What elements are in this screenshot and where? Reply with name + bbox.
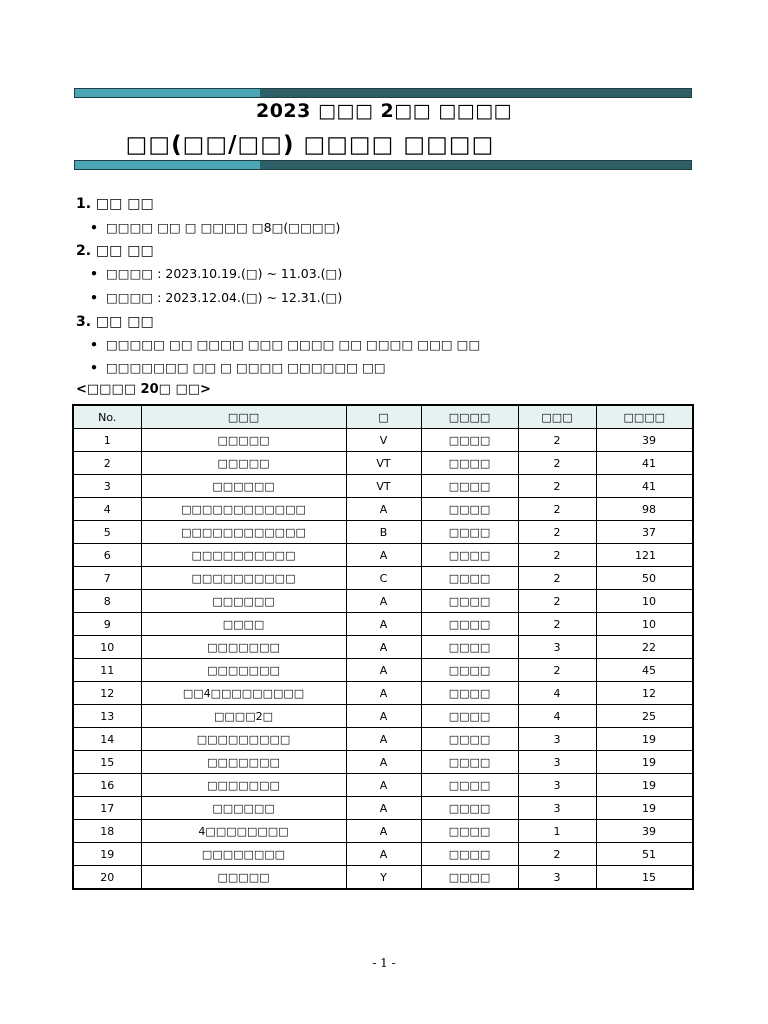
table-row [73,475,693,498]
cell-enrollment: 15 [596,866,693,890]
cell-course-name: □□□□□□□ [141,636,346,659]
cell-class: Y [346,866,421,890]
page-number: - 1 - [372,956,396,970]
cell-no: 15 [73,751,141,774]
table-row [73,521,693,544]
cell-credits: 2 [518,544,596,567]
cell-course-name: □□□□□ [141,429,346,452]
table-row [73,797,693,820]
cell-credits: 4 [518,705,596,728]
title-bottom-rule [74,160,692,170]
bullet-dot-icon: • [90,360,98,375]
cell-no: 14 [73,728,141,751]
cell-credits: 2 [518,567,596,590]
table-row [73,774,693,797]
cell-enrollment: 45 [596,659,693,682]
cell-no: 1 [73,429,141,452]
table-row [73,682,693,705]
cell-course-name: 4□□□□□□□□ [141,820,346,843]
cell-no: 19 [73,843,141,866]
cell-credits: 2 [518,429,596,452]
cell-credits: 2 [518,498,596,521]
table-row [73,429,693,452]
cell-type: □□□□ [421,659,518,682]
cell-no: 9 [73,613,141,636]
cell-class: A [346,751,421,774]
bullet-dot-icon: • [90,290,98,305]
cell-enrollment: 10 [596,590,693,613]
cell-class: A [346,544,421,567]
header-type: □□□□ [421,405,518,429]
document-title-line2: □□(□□/□□) □□□□ □□□□ [125,132,495,158]
cell-enrollment: 39 [596,820,693,843]
cell-no: 8 [73,590,141,613]
cell-no: 17 [73,797,141,820]
cell-course-name: □□□□□ [141,866,346,890]
cell-enrollment: 37 [596,521,693,544]
cell-enrollment: 25 [596,705,693,728]
cell-enrollment: 41 [596,452,693,475]
cell-type: □□□□ [421,797,518,820]
cell-enrollment: 98 [596,498,693,521]
document-title-line1: 2023 □□□ 2□□ □□□□ [255,100,512,122]
table-row [73,590,693,613]
cell-type: □□□□ [421,866,518,890]
cell-type: □□□□ [421,774,518,797]
cell-class: A [346,498,421,521]
cell-course-name: □□□□□□□ [141,659,346,682]
cell-course-name: □□□□□□□□□□□□ [141,521,346,544]
table-caption: <□□□□ 20□ □□> [76,382,211,397]
cell-no: 12 [73,682,141,705]
cell-enrollment: 12 [596,682,693,705]
cell-course-name: □□□□□□□□□ [141,728,346,751]
header-no: No. [73,405,141,429]
cell-type: □□□□ [421,682,518,705]
table-body [73,429,693,890]
cell-credits: 3 [518,774,596,797]
cell-no: 7 [73,567,141,590]
cell-credits: 3 [518,797,596,820]
cell-type: □□□□ [421,751,518,774]
cell-class: V [346,429,421,452]
section-heading-1: 1. □□ □□ [76,196,154,212]
cell-class: C [346,567,421,590]
cell-class: A [346,705,421,728]
cell-enrollment: 19 [596,774,693,797]
cell-enrollment: 50 [596,567,693,590]
cell-class: A [346,820,421,843]
cell-no: 16 [73,774,141,797]
cell-no: 2 [73,452,141,475]
table-row [73,659,693,682]
cell-no: 6 [73,544,141,567]
section-heading-3: 3. □□ □□ [76,314,154,330]
cell-enrollment: 39 [596,429,693,452]
table-row [73,498,693,521]
bullet-dot-icon: • [90,337,98,352]
cell-credits: 3 [518,866,596,890]
table-row [73,728,693,751]
section-2-bullet-1: • □□□□ : 2023.10.19.(□) ~ 11.03.(□) [90,266,343,281]
cell-course-name: □□□□□ [141,452,346,475]
cell-credits: 3 [518,636,596,659]
table-row [73,544,693,567]
cell-course-name: □□□□□□□□□□ [141,544,346,567]
cell-credits: 2 [518,590,596,613]
cell-course-name: □□□□□□□ [141,774,346,797]
cell-course-name: □□□□□□□□□□ [141,567,346,590]
cell-no: 11 [73,659,141,682]
table-row [73,613,693,636]
table-row [73,567,693,590]
header-enrollment: □□□□ [596,405,693,429]
bullet-dot-icon: • [90,266,98,281]
table-row [73,843,693,866]
course-table [72,404,694,890]
header-credits: □□□ [518,405,596,429]
cell-type: □□□□ [421,429,518,452]
cell-no: 10 [73,636,141,659]
section-2-bullet-2: • □□□□ : 2023.12.04.(□) ~ 12.31.(□) [90,290,343,305]
cell-type: □□□□ [421,820,518,843]
cell-no: 5 [73,521,141,544]
cell-credits: 2 [518,475,596,498]
table-row [73,866,693,890]
cell-class: A [346,797,421,820]
cell-course-name: □□□□ [141,613,346,636]
cell-credits: 2 [518,452,596,475]
cell-enrollment: 19 [596,751,693,774]
section-1-bullet-1: • □□□□ □□ □ □□□□ □8□(□□□□) [90,220,341,235]
cell-type: □□□□ [421,544,518,567]
cell-course-name: □□□□□□□□□□□□ [141,498,346,521]
cell-credits: 3 [518,751,596,774]
cell-enrollment: 22 [596,636,693,659]
cell-type: □□□□ [421,636,518,659]
cell-class: VT [346,475,421,498]
header-class: □ [346,405,421,429]
cell-credits: 2 [518,659,596,682]
cell-class: A [346,774,421,797]
cell-enrollment: 41 [596,475,693,498]
table-row [73,452,693,475]
cell-course-name: □□4□□□□□□□□□ [141,682,346,705]
section-heading-2: 2. □□ □□ [76,243,154,259]
cell-course-name: □□□□□□□ [141,751,346,774]
cell-enrollment: 121 [596,544,693,567]
cell-credits: 2 [518,843,596,866]
cell-class: VT [346,452,421,475]
table-header-row [73,405,693,429]
cell-type: □□□□ [421,843,518,866]
cell-type: □□□□ [421,567,518,590]
cell-class: A [346,682,421,705]
cell-course-name: □□□□□□ [141,590,346,613]
cell-type: □□□□ [421,613,518,636]
cell-enrollment: 10 [596,613,693,636]
cell-enrollment: 51 [596,843,693,866]
table-row [73,705,693,728]
section-3-bullet-1: • □□□□□ □□ □□□□ □□□ □□□□ □□ □□□□ □□□ □□ [90,337,481,352]
cell-no: 20 [73,866,141,890]
cell-enrollment: 19 [596,797,693,820]
cell-course-name: □□□□□□ [141,797,346,820]
cell-type: □□□□ [421,590,518,613]
cell-class: B [346,521,421,544]
cell-class: A [346,590,421,613]
cell-type: □□□□ [421,705,518,728]
cell-credits: 2 [518,521,596,544]
cell-course-name: □□□□□□ [141,475,346,498]
cell-no: 13 [73,705,141,728]
header-course-name: □□□ [141,405,346,429]
cell-credits: 2 [518,613,596,636]
cell-course-name: □□□□□□□□ [141,843,346,866]
cell-class: A [346,659,421,682]
table-row [73,751,693,774]
cell-no: 3 [73,475,141,498]
cell-type: □□□□ [421,498,518,521]
section-3-bullet-2: • □□□□□□□ □□ □ □□□□ □□□□□□ □□ [90,360,386,375]
cell-course-name: □□□□2□ [141,705,346,728]
cell-no: 18 [73,820,141,843]
cell-no: 4 [73,498,141,521]
cell-class: A [346,636,421,659]
cell-credits: 3 [518,728,596,751]
cell-enrollment: 19 [596,728,693,751]
title-top-rule [74,88,692,98]
table-row [73,820,693,843]
cell-credits: 4 [518,682,596,705]
cell-type: □□□□ [421,521,518,544]
cell-type: □□□□ [421,475,518,498]
cell-class: A [346,728,421,751]
cell-credits: 1 [518,820,596,843]
cell-class: A [346,843,421,866]
table-row [73,636,693,659]
cell-type: □□□□ [421,452,518,475]
cell-class: A [346,613,421,636]
cell-type: □□□□ [421,728,518,751]
bullet-dot-icon: • [90,220,98,235]
